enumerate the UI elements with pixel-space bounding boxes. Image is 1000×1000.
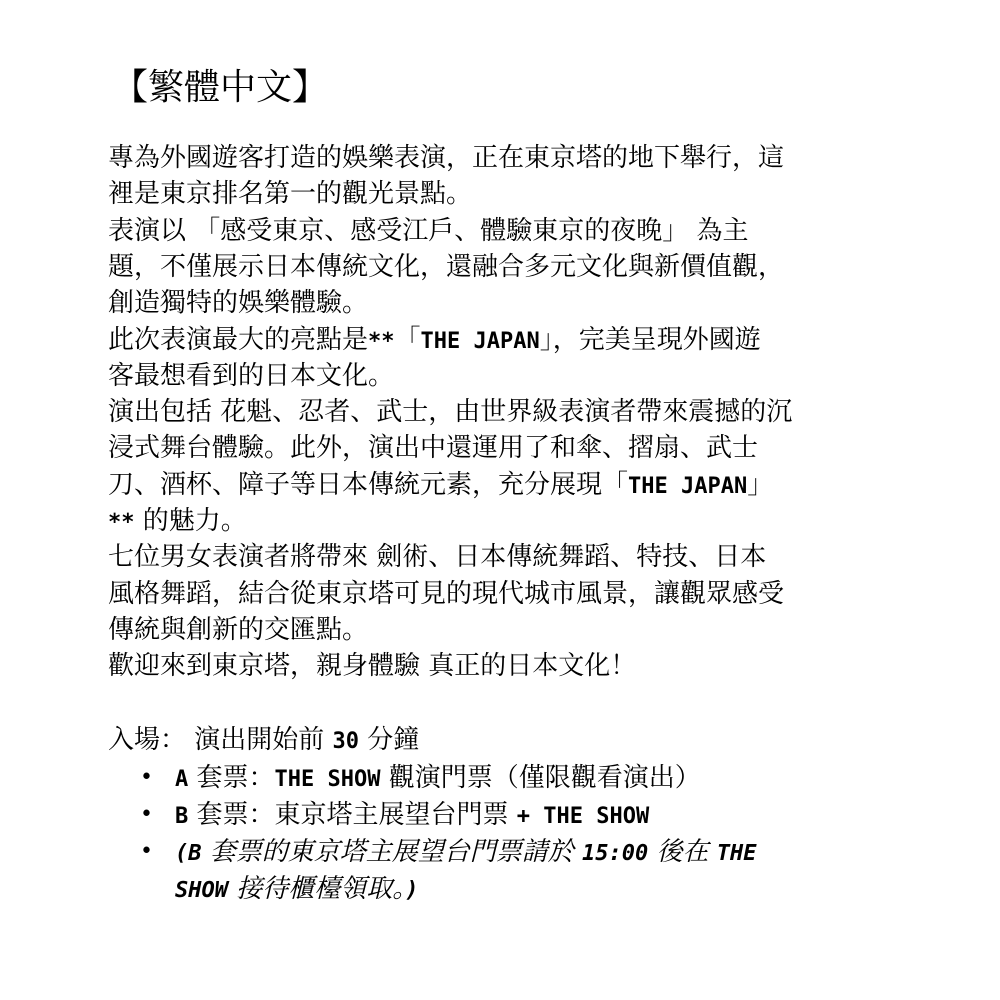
- paragraph-line: [108, 503, 247, 539]
- paragraph-line: [108, 140, 784, 176]
- text-run: 的魅力。: [134, 506, 247, 536]
- ticket-item-line: [175, 760, 701, 796]
- text-run: ): [405, 878, 419, 903]
- text-run: 分鐘: [359, 725, 420, 755]
- paragraph-line: [108, 430, 758, 466]
- text-run: THE SHOW: [274, 767, 381, 792]
- text-run: 後在: [648, 837, 717, 867]
- text-run: 15:00: [582, 841, 649, 866]
- text-run: 風格舞蹈，結合從東京塔可見的現代城市風景，讓觀眾感受: [108, 579, 785, 609]
- paragraph-line: [108, 648, 636, 684]
- text-run: THE JAPAN: [628, 474, 748, 499]
- paragraph-line: [108, 249, 784, 285]
- text-run: 套票的東京塔主展望台門票請於: [201, 837, 583, 867]
- ticket-item-line: [175, 834, 757, 870]
- text-run: SHOW: [175, 878, 228, 903]
- text-run: 裡是東京排名第一的觀光景點。: [108, 179, 473, 209]
- paragraph-line: [108, 176, 472, 212]
- text-run: 演出包括 花魁、忍者、武士，由世界級表演者帶來震撼的沉: [108, 397, 793, 427]
- paragraph-line: [108, 285, 368, 321]
- text-run: 題，不僅展示日本傳統文化，還融合多元文化與新價值觀，: [108, 252, 785, 282]
- bullet-marker: •: [140, 839, 153, 864]
- bullet-marker: •: [140, 802, 153, 827]
- text-run: 」，完美呈現外國遊: [539, 325, 761, 355]
- text-run: THE JAPAN: [420, 329, 540, 354]
- paragraph-line: [108, 213, 749, 249]
- text-run: 創造獨特的娛樂體驗。: [108, 288, 369, 318]
- text-run: A: [175, 767, 189, 792]
- text-run: 傳統與創新的交匯點。: [108, 615, 369, 645]
- text-run: 刀、酒杯、障子等日本傳統元素，充分展現「: [108, 470, 629, 500]
- text-run: + THE SHOW: [516, 804, 650, 829]
- text-run: B: [175, 804, 189, 829]
- paragraph-line: [108, 358, 394, 394]
- text-run: 接待櫃檯領取。: [227, 874, 406, 904]
- text-run: (B: [175, 841, 202, 866]
- ticket-item-line: [175, 871, 419, 907]
- text-run: 」: [747, 470, 774, 500]
- paragraph-line: [108, 539, 766, 575]
- text-run: THE: [716, 841, 757, 866]
- text-run: 歡迎來到東京塔，親身體驗 真正的日本文化！: [108, 651, 637, 681]
- text-run: 表演以 「感受東京、感受江戶、體驗東京的夜晚」 為主: [108, 216, 749, 246]
- heading: 【繁體中文】: [112, 67, 329, 108]
- paragraph-line: [108, 467, 773, 503]
- text-run: **: [368, 329, 395, 354]
- paragraph-line: [108, 612, 368, 648]
- ticket-item-line: [175, 797, 649, 833]
- text-run: 套票：: [188, 763, 275, 793]
- text-run: 30: [332, 729, 360, 754]
- text-run: 浸式舞台體驗。此外，演出中還運用了和傘、摺扇、武士: [108, 433, 759, 463]
- paragraph-line: [108, 322, 761, 358]
- text-run: 觀演門票（僅限觀看演出）: [380, 763, 701, 793]
- bullet-marker: •: [140, 765, 153, 790]
- text-run: 套票：東京塔主展望台門票: [188, 800, 517, 830]
- text-run: 客最想看到的日本文化。: [108, 361, 395, 391]
- text-run: **: [108, 510, 135, 535]
- text-run: 專為外國遊客打造的娛樂表演，正在東京塔的地下舉行，這: [108, 143, 785, 173]
- entry-line: [108, 722, 419, 758]
- text-run: 入場： 演出開始前: [108, 725, 333, 755]
- text-run: 七位男女表演者將帶來 劍術、日本傳統舞蹈、特技、日本: [108, 542, 767, 572]
- text-run: 此次表演最大的亮點是: [108, 325, 369, 355]
- paragraph-line: [108, 394, 792, 430]
- paragraph-line: [108, 576, 784, 612]
- text-run: 「: [394, 325, 421, 355]
